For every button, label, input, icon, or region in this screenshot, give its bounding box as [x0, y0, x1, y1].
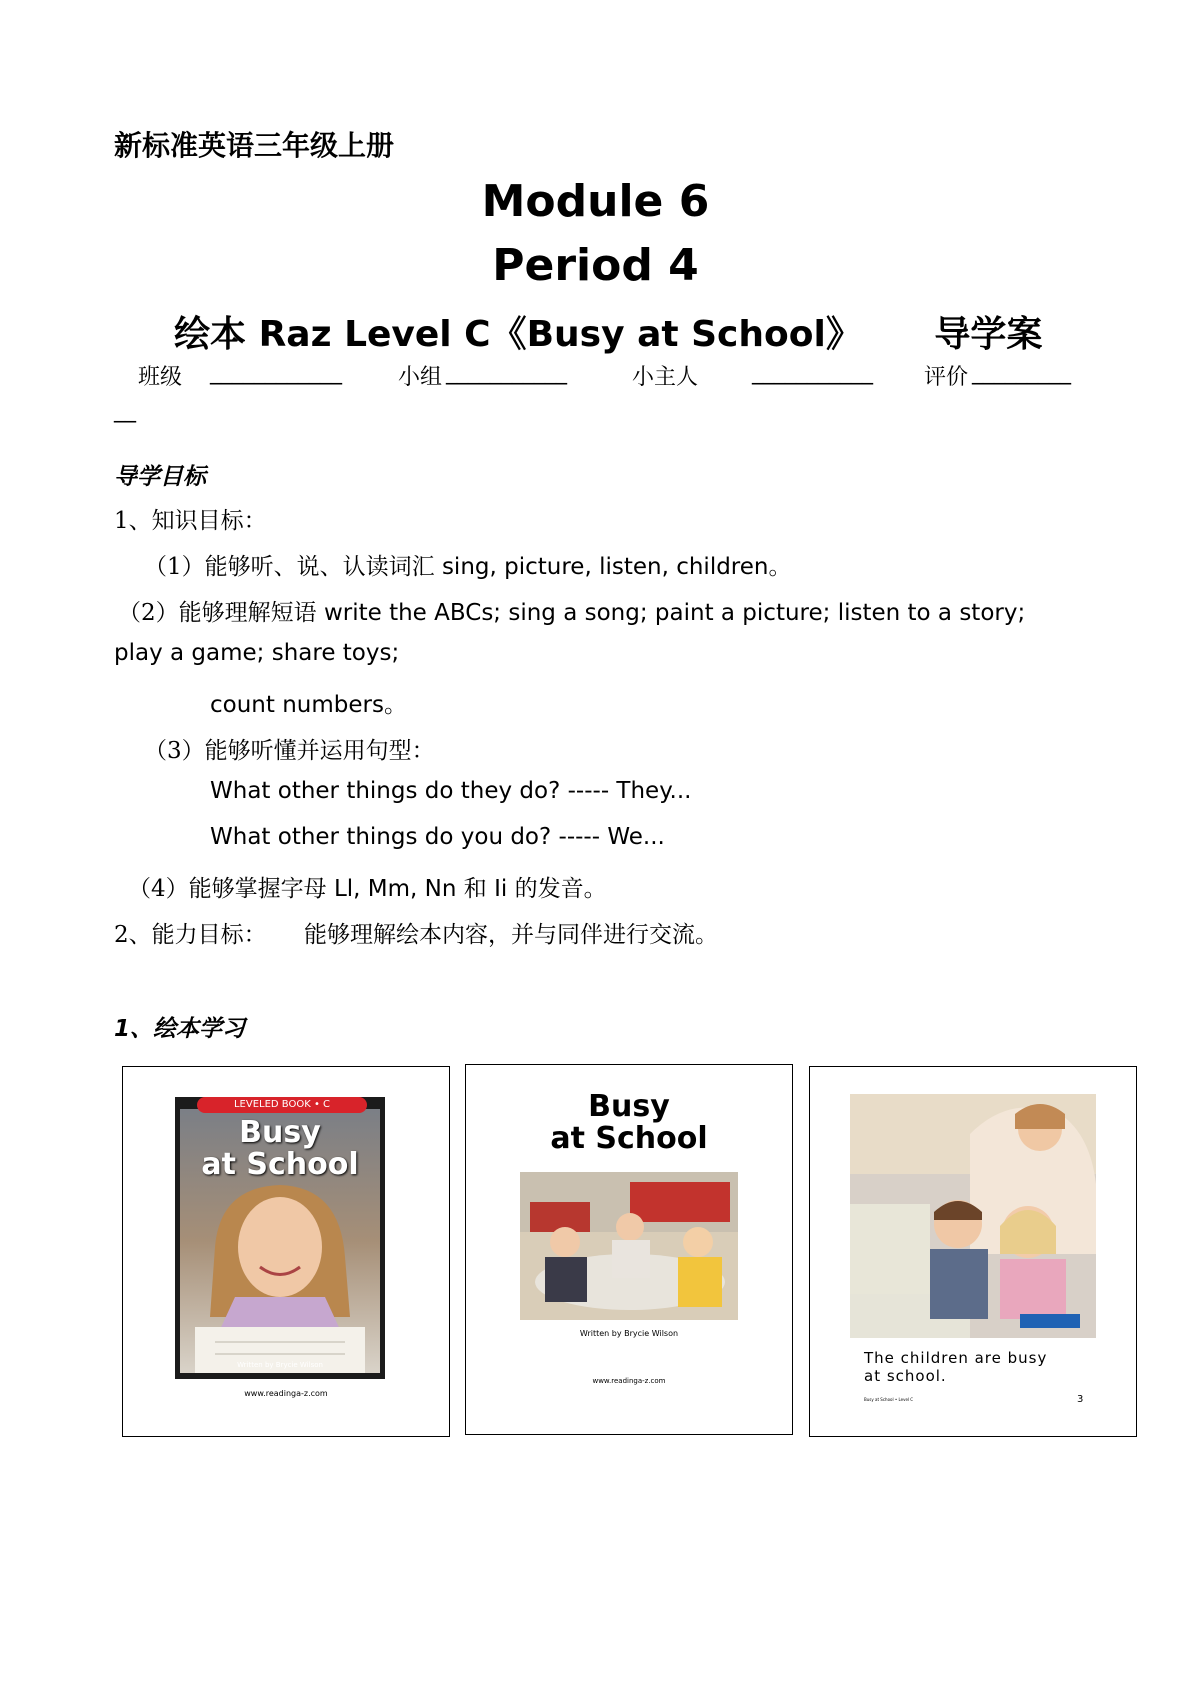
story-page-number: 3	[1077, 1394, 1084, 1405]
eval-blank[interactable]: _________	[972, 360, 1071, 385]
objective-item-2	[118, 594, 1025, 627]
objective-item-4	[128, 870, 607, 903]
objectives-heading: 导学目标	[114, 464, 206, 490]
eval-label: 评价	[924, 365, 969, 390]
title-page-website: www.readinga-z.com	[592, 1377, 666, 1385]
lesson-title-prefix: 绘本	[174, 314, 247, 355]
item4-letters: Ll, Mm, Nn	[333, 876, 457, 902]
title-page-line1: Busy	[588, 1089, 670, 1124]
sentence-pattern-2: What other things do you do? ----- We...	[210, 824, 665, 850]
item4-li: Ii	[494, 876, 508, 902]
book-cover-panel	[122, 1066, 450, 1437]
item2-phrases: write the ABCs; sing a song; paint a picture; listen to a story;	[323, 600, 1026, 626]
story-page-footer: Busy at School • Level C	[864, 1397, 914, 1402]
item2-line3-text: count numbers	[210, 692, 384, 718]
item2-end: 。	[383, 692, 407, 718]
leader-blank[interactable]: ___________	[752, 360, 873, 385]
module-title: Module 6	[481, 176, 710, 227]
ability-objective	[114, 916, 718, 949]
class-label: 班级	[138, 365, 183, 390]
ability-label: 2、能力目标：	[114, 922, 267, 948]
item1-words: sing, picture, listen, children	[441, 554, 769, 580]
cover-author: Written by Brycie Wilson	[237, 1361, 323, 1369]
lesson-title-suffix: 导学案	[934, 314, 1043, 355]
group-blank[interactable]: ___________	[446, 360, 567, 385]
item2-line2: play a game; share toys;	[114, 640, 400, 666]
item2-prefix: （2）能够理解短语	[118, 600, 317, 626]
item4-end: 的发音。	[514, 876, 607, 902]
cover-title-line1: Busy	[239, 1115, 321, 1150]
computer-class-photo	[850, 1094, 1096, 1338]
cover-website: www.readinga-z.com	[244, 1389, 328, 1398]
item2-line3	[210, 686, 407, 719]
title-page-panel	[465, 1064, 793, 1435]
subject-heading: 新标准英语三年级上册	[114, 129, 395, 162]
group-label: 小组	[398, 365, 443, 390]
cover-frame	[175, 1097, 385, 1379]
ability-text: 能够理解绘本内容，并与同伴进行交流。	[303, 922, 718, 948]
cover-title-line2: at School	[201, 1147, 359, 1182]
item4-and: 和	[463, 876, 487, 902]
item1-prefix: （1）能够听、说、认读词汇	[144, 554, 435, 580]
classroom-photo	[520, 1172, 738, 1320]
title-page-author: Written by Brycie Wilson	[579, 1329, 679, 1338]
title-page-line2: at School	[550, 1121, 708, 1156]
item1-end: 。	[768, 554, 792, 580]
knowledge-label: 1、知识目标：	[114, 508, 267, 534]
objective-item-3: （3）能够听懂并运用句型：	[144, 738, 435, 764]
class-blank[interactable]: ____________	[210, 360, 342, 385]
objective-item-1	[144, 548, 792, 581]
section1-heading: 1、绘本学习	[114, 1016, 246, 1042]
leader-label: 小主人	[632, 365, 699, 390]
eval-blank-tail: __	[114, 398, 136, 423]
lesson-title	[174, 306, 1042, 357]
story-text-line1: The children are busy	[864, 1349, 1048, 1367]
story-text-line2: at school.	[864, 1367, 947, 1385]
lesson-title-main: Raz Level C《Busy at School》	[258, 314, 862, 355]
cover-badge: LEVELED BOOK • C	[197, 1097, 367, 1113]
story-page-panel	[809, 1066, 1137, 1437]
sentence-pattern-1: What other things do they do? ----- They...	[210, 778, 692, 804]
item4-prefix: （4）能够掌握字母	[128, 876, 327, 902]
period-title: Period 4	[492, 240, 699, 291]
